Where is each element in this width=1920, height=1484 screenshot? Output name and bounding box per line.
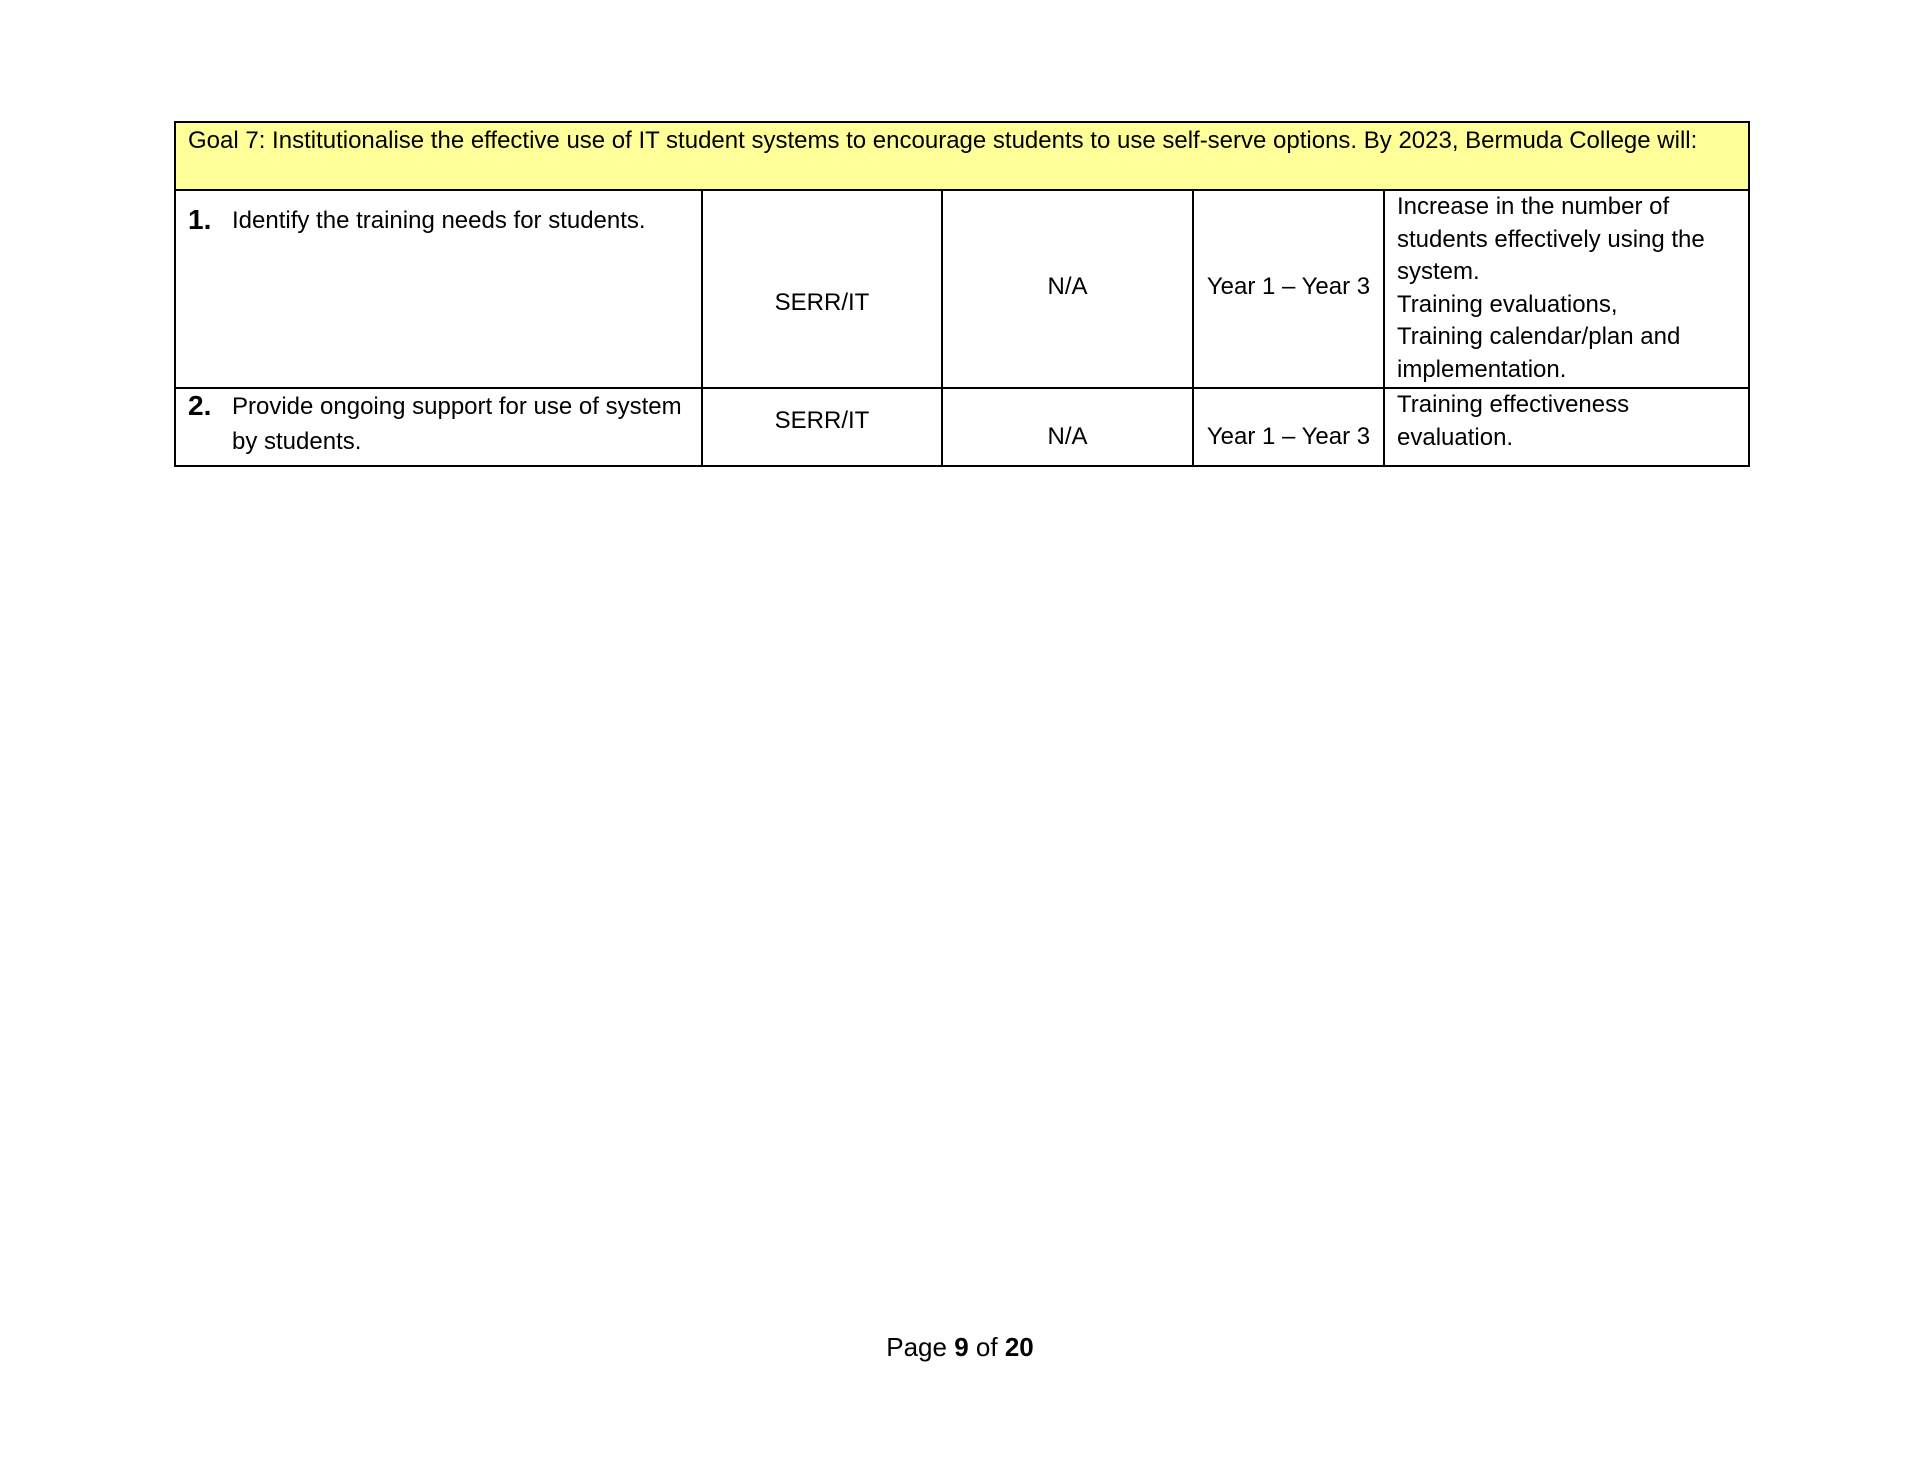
timeline-cell: Year 1 – Year 3 [1193,190,1384,388]
action-cell [175,388,702,466]
of-label: of [975,1332,998,1362]
page-total: 20 [1004,1332,1034,1362]
page-label: Page [886,1332,947,1362]
responsibility-cell: SERR/IT [702,190,942,388]
indicator-line: Training effectiveness evaluation. [1397,391,1630,451]
table-row [175,190,1749,388]
action-text: Identify the training needs for students. [232,207,646,234]
indicator-line: Training calendar/plan and implementation. [1397,323,1681,383]
cost-cell: N/A [942,190,1193,388]
goal-7-table [174,121,1750,467]
indicator-line: Increase in the number of students effectively using the system. [1397,193,1705,285]
page-number: 9 [954,1332,969,1362]
indicators-cell [1384,388,1749,466]
indicators-cell [1384,190,1749,388]
action-cell [175,190,702,388]
responsibility-cell: SERR/IT [702,388,942,466]
cost-cell: N/A [942,388,1193,466]
goal-header-row [175,122,1749,190]
table-row [175,388,1749,466]
indicator-line: Training evaluations, [1397,290,1618,318]
action-number: 1. [188,204,212,235]
action-text: Provide ongoing support for use of system by students. [232,393,682,455]
timeline-cell: Year 1 – Year 3 [1193,388,1384,466]
goal-statement: Goal 7: Institutionalise the effective use of IT student systems to encourage students to use self-serve options. By 2023, Bermuda College will: [175,122,1749,190]
page-footer [0,1330,1920,1364]
action-number: 2. [188,390,212,421]
